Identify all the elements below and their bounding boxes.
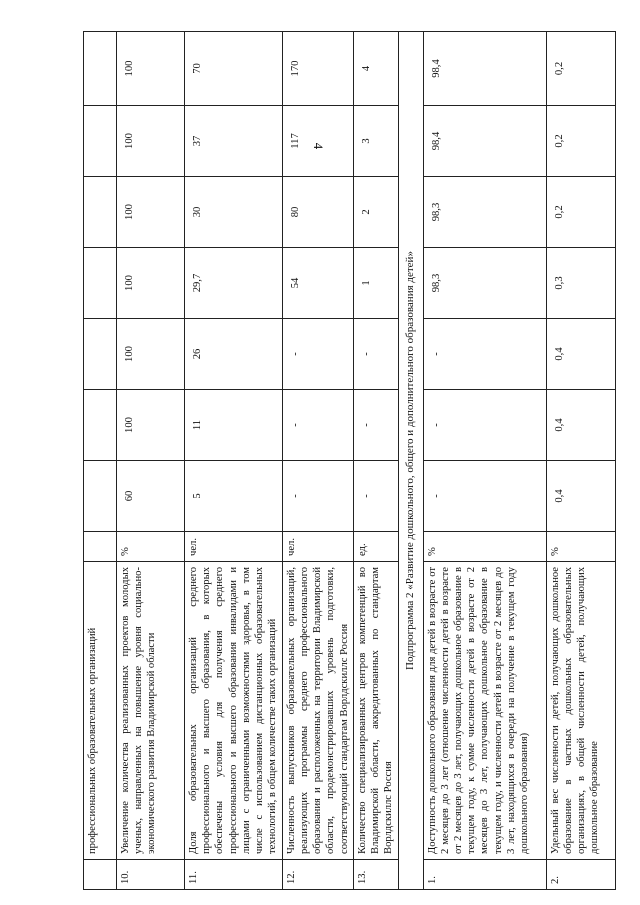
row-number-cell: 2. [546,860,615,890]
value-cell: 98,3 [423,248,546,319]
value-cell: 100 [117,177,185,248]
value-cell: 5 [185,461,283,532]
value-cell: 4 [353,32,398,106]
row-number-cell: 11. [185,860,283,890]
indicator-name-cell: Доля образовательных организаций среднего профессионального и высшего образования, в которых обеспечены условия для получения среднего профессионального и высшего образования инвалидами и лицами с ограниченными возможностями здоровья, в том числе с использованием дистанционных образовательных технологий, в общем количестве таких организаций [185,562,283,860]
value-cell: 26 [185,319,283,390]
value-cell: - [353,319,398,390]
value-cell: - [282,319,353,390]
value-cell: 11 [185,390,283,461]
value-cell: - [353,461,398,532]
unit-cell: % [117,532,185,562]
table-row [185,32,283,890]
table-row [423,32,546,890]
row-number-cell: 12. [282,860,353,890]
value-cell: 0,4 [546,319,615,390]
value-cell: 2 [353,177,398,248]
indicator-name-cell: профессиональных образовательных организаций [84,562,117,860]
unit-cell: ед. [353,532,398,562]
value-cell: 0,4 [546,461,615,532]
value-cell: 170 [282,32,353,106]
value-cell: 98,3 [423,177,546,248]
value-cell: - [423,461,546,532]
indicator-name-cell: Доступность дошкольного образования для детей в возрасте от 2 месяцев до 3 лет (отношение численности детей в возрасте от 2 месяцев до 3 лет, получающих дошкольное образование в текущем году, к сумме численности детей в возрасте от 2 месяцев до 3 лет, получающих дошкольное образование в текущем году, и численности детей в возрасте от 2 месяцев до 3 лет, находящихся в очереди на получение в текущем году дошкольного образования) [423,562,546,860]
indicator-name-cell: Удельный вес численности детей, получающих дошкольное образование в частных дошкольных образовательных организациях, в общей численности детей, получающих дошкольное образование [546,562,615,860]
indicator-name-cell: Численность выпускников образовательных организаций, реализующих программы среднего профессионального образования и расположенных на территории Владимирской области, продемонстрировавших уровень подготовки, соответствующий стандартам Ворлдскиллс Россия [282,562,353,860]
value-cell: 0,3 [546,248,615,319]
value-cell: 37 [185,106,283,177]
value-cell: - [353,390,398,461]
value-cell: 80 [282,177,353,248]
value-cell: 70 [185,32,283,106]
row-number-cell: 10. [117,860,185,890]
table-row [117,32,185,890]
value-cell: 54 [282,248,353,319]
indicator-name-cell: Количество специализированных центров компетенций во Владимирской области, аккредитованных по стандартам Ворлдскиллс Россия [353,562,398,860]
value-cell: 100 [117,390,185,461]
value-cell: 1 [353,248,398,319]
table-row [353,32,398,890]
value-cell: 100 [117,248,185,319]
rotated-table-wrapper [83,32,600,890]
unit-cell: чел. [282,532,353,562]
value-cell: 100 [117,319,185,390]
value-cell: 100 [117,106,185,177]
value-cell: 3 [353,106,398,177]
table-row [282,32,353,890]
section-row [398,32,423,890]
row-number-cell: 13. [353,860,398,890]
value-cell: 29,7 [185,248,283,319]
unit-cell: % [546,532,615,562]
value-cell: 0,2 [546,32,615,106]
value-cell: 98,4 [423,32,546,106]
value-cell: - [282,390,353,461]
value-cell: 30 [185,177,283,248]
section-title: Подпрограмма 2 «Развитие дошкольного, общего и дополнительного образования детей» [398,32,423,890]
table-row [546,32,615,890]
page-number: 4 [311,142,326,150]
table-row [84,32,117,890]
indicator-name-cell: Увеличение количества реализованных проектов молодых ученых, направленных на повышение уровня социально-экономического развития Владимирской области [117,562,185,860]
unit-cell: чел. [185,532,283,562]
row-number-cell [84,860,117,890]
value-cell: 98,4 [423,106,546,177]
value-cell: 100 [117,32,185,106]
value-cell: - [423,319,546,390]
value-cell: 117 [282,106,353,177]
indicators-table [83,31,616,890]
value-cell: 0,4 [546,390,615,461]
value-cell: - [282,461,353,532]
value-cell: 60 [117,461,185,532]
row-number-cell: 1. [423,860,546,890]
value-cell: - [423,390,546,461]
value-cell: 0,2 [546,177,615,248]
unit-cell: % [423,532,546,562]
value-cell: 0,2 [546,106,615,177]
